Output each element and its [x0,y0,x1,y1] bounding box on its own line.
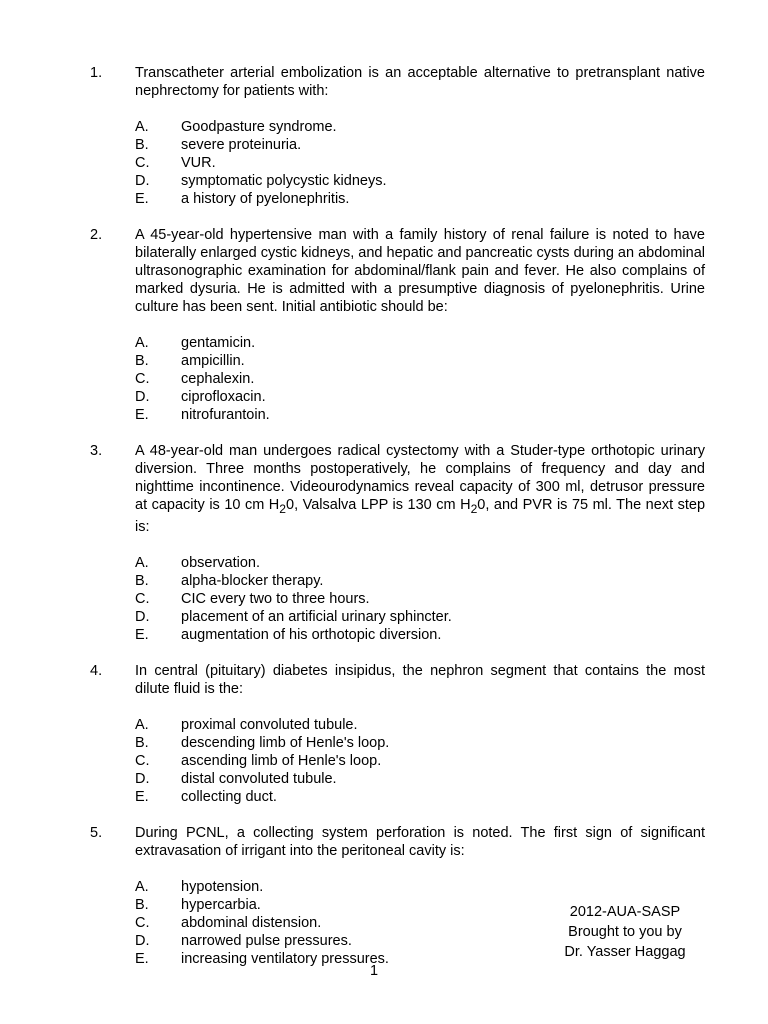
option-letter: E. [135,950,149,967]
page-number: 1 [369,963,379,979]
option-letter: D. [135,608,150,625]
option-text: ascending limb of Henle's loop. [181,752,382,769]
option-letter: B. [135,572,149,589]
question-1 [0,64,768,208]
option-text: distal convoluted tubule. [181,770,337,787]
option-letter: A. [135,716,149,733]
question-number: 1. [90,65,103,81]
option-text: cephalexin. [181,371,255,387]
question-list [0,64,768,986]
option-letter: C. [135,155,150,171]
option-text: abdominal distension. [181,914,322,931]
answer-option [0,190,768,208]
option-letter: A. [135,554,149,571]
option-letter: D. [135,389,150,405]
option-text: narrowed pulse pressures. [181,932,352,949]
option-text: descending limb of Henle's loop. [181,734,390,751]
answer-options [0,118,768,208]
option-text: ciprofloxacin. [181,389,266,405]
option-letter: D. [135,770,150,787]
question-2 [0,226,768,424]
option-text: alpha-blocker therapy. [181,572,324,589]
answer-option [0,154,768,172]
footer-credit [540,902,710,962]
answer-option [0,370,768,388]
option-letter: A. [135,335,149,351]
option-letter: C. [135,590,150,607]
option-text: proximal convoluted tubule. [181,716,358,733]
option-text: hypotension. [181,878,264,895]
option-text: placement of an artificial urinary sphincter. [181,608,452,625]
option-letter: A. [135,878,149,895]
answer-option [0,770,768,788]
answer-option [0,118,768,136]
option-letter: C. [135,371,150,387]
question-stem: Transcatheter arterial embolization is an acceptable alternative to pretransplant native nephrectomy for patients with: [135,65,705,99]
answer-option [0,608,768,626]
answer-option [0,352,768,370]
option-text: collecting duct. [181,788,277,805]
answer-option [0,554,768,572]
question-stem: During PCNL, a collecting system perforation is noted. The first sign of significant extravasation of irrigant into the peritoneal cavity is: [135,824,705,859]
option-text: VUR. [181,155,216,171]
option-text: ampicillin. [181,353,245,369]
option-letter: E. [135,788,149,805]
option-text: Goodpasture syndrome. [181,119,337,135]
option-letter: B. [135,353,149,369]
option-text: augmentation of his orthotopic diversion. [181,626,442,643]
answer-option [0,136,768,154]
question-number: 5. [90,824,103,841]
option-letter: B. [135,734,149,751]
answer-option [0,752,768,770]
question-number: 2. [90,227,103,243]
option-text: symptomatic polycystic kidneys. [181,173,387,189]
question-number: 3. [90,443,103,459]
footer-author: Dr. Yasser Haggag [564,944,686,960]
question-stem: In central (pituitary) diabetes insipidus, the nephron segment that contains the most dilute fluid is the: [135,662,705,697]
footer-exam-title: 2012-AUA-SASP [569,904,681,920]
option-letter: E. [135,626,149,643]
option-letter: D. [135,932,150,949]
option-letter: A. [135,119,149,135]
answer-option [0,590,768,608]
option-text: CIC every two to three hours. [181,590,370,607]
question-3 [0,442,768,644]
answer-options [0,716,768,806]
answer-option [0,572,768,590]
answer-option [0,626,768,644]
answer-option [0,388,768,406]
answer-options [0,334,768,424]
option-letter: D. [135,173,150,189]
question-4 [0,662,768,806]
answer-option [0,788,768,806]
answer-option [0,172,768,190]
answer-option [0,878,768,896]
option-text: increasing ventilatory pressures. [181,950,389,967]
option-text: nitrofurantoin. [181,407,270,423]
question-stem: A 48-year-old man undergoes radical cystectomy with a Studer-type orthotopic urinary diversion. Three months postoperatively, he complains of frequency and day and nighttime incontinence. Videourodynamics reveal capacity of 300 ml, detrusor pressure at capacity is 10 cm $H_20$, Valsalva LPP is 130 cm $H_20$, and PVR is 75 ml. The next step is: [135,443,706,535]
footer-byline: Brought to you by [568,924,682,940]
option-letter: E. [135,191,149,207]
option-text: hypercarbia. [181,896,261,913]
option-text: observation. [181,554,260,571]
option-text: gentamicin. [181,335,256,351]
question-number: 4. [90,662,103,679]
option-letter: B. [135,137,149,153]
option-text: a history of pyelonephritis. [181,191,350,207]
option-letter: B. [135,896,149,913]
answer-option [0,406,768,424]
answer-option [0,334,768,352]
option-letter: C. [135,914,150,931]
answer-options [0,554,768,644]
answer-option [0,734,768,752]
option-text: severe proteinuria. [181,137,302,153]
question-stem: A 45-year-old hypertensive man with a family history of renal failure is noted to have bilaterally enlarged cystic kidneys, and hepatic and pancreatic cysts during an abdominal ultrasonographic examination for abdominal/flank pain and fever. He also complains of marked dysuria. He is admitted with a presumptive diagnosis of pyelonephritis. Urine culture has been sent. Initial antibiotic should be: [135,227,705,315]
option-letter: C. [135,752,150,769]
option-letter: E. [135,407,149,423]
answer-option [0,716,768,734]
